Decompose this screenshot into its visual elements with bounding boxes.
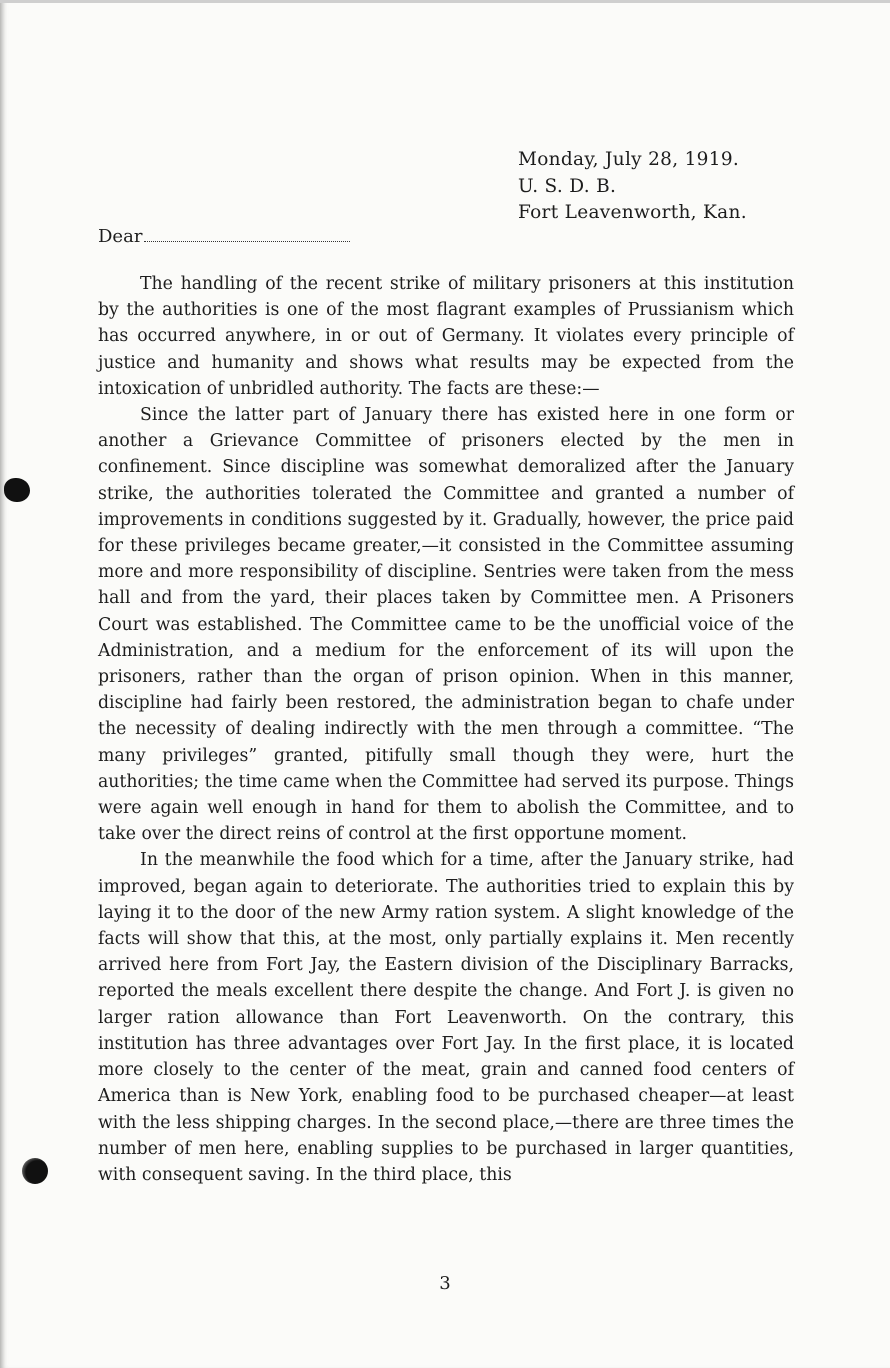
letter-heading (518, 147, 747, 227)
binding-hole-top (4, 478, 30, 502)
body-paragraph-1: The handling of the recent strike of military prisoners at this institution by the authorities is one of the most flagrant examples of Prussianism which has occurred anywhere, in or out of Germany. It violates every principle of justice and humanity and shows what results may be expected from the intoxication of unbridled authority. The facts are these:— (98, 274, 794, 399)
page-number: 3 (439, 1273, 451, 1294)
letter-location: Fort Leavenworth, Kan. (518, 202, 747, 223)
salutation-blank-line (144, 240, 350, 242)
salutation-text: Dear (98, 226, 143, 247)
body-paragraph-3: In the meanwhile the food which for a time, after the January strike, had improved, began again to deteriorate. The authorities tried to explain this by laying it to the door of the new Army ration system. A slight knowledge of the facts will show that this, at the most, only partially explains it. Men recently arrived here from Fort Jay, the Eastern division of the Disciplinary Barracks, reported the meals excellent there despite the change. And Fort J. is given no larger ration allowance than Fort Leavenworth. On the contrary, this institution has three advantages over Fort Jay. In the first place, it is located more closely to the center of the meat, grain and canned food centers of America than is New York, enabling food to be purchased cheaper—at least with the less shipping charges. In the second place,—there are three times the number of men here, enabling supplies to be purchased in larger quantities, with consequent saving. In the third place, this (98, 850, 794, 1185)
binding-hole-bottom (22, 1158, 48, 1184)
letter-date: Monday, July 28, 1919. (518, 149, 740, 170)
body-paragraph-2: Since the latter part of January there has existed here in one form or another a Grievance Committee of prisoners elected by the men in confinement. Since discipline was somewhat demoralized after the January strike, the authorities tolerated the Committee and granted a number of improvements in conditions suggested by it. Gradually, however, the price paid for these privileges became greater,—it consisted in the Committee assuming more and more responsibility of discipline. Sentries were taken from the mess hall and from the yard, their places taken by Committee men. A Prisoners Court was established. The Committee came to be the unofficial voice of the Administration, and a medium for the enforcement of its will upon the prisoners, rather than the organ of prison opinion. When in this manner, discipline had fairly been restored, the administration began to chafe under the necessity of dealing indirectly with the men through a committee. “The many privileges” granted, pitifully small though they were, hurt the authorities; the time came when the Committee had served its purpose. Things were again well enough in hand for them to abolish the Committee, and to take over the direct reins of control at the first opportune moment. (98, 405, 794, 845)
letter-body (98, 271, 794, 1188)
salutation-line (98, 226, 350, 247)
page-top-edge (0, 0, 890, 3)
letter-organization: U. S. D. B. (518, 175, 617, 197)
